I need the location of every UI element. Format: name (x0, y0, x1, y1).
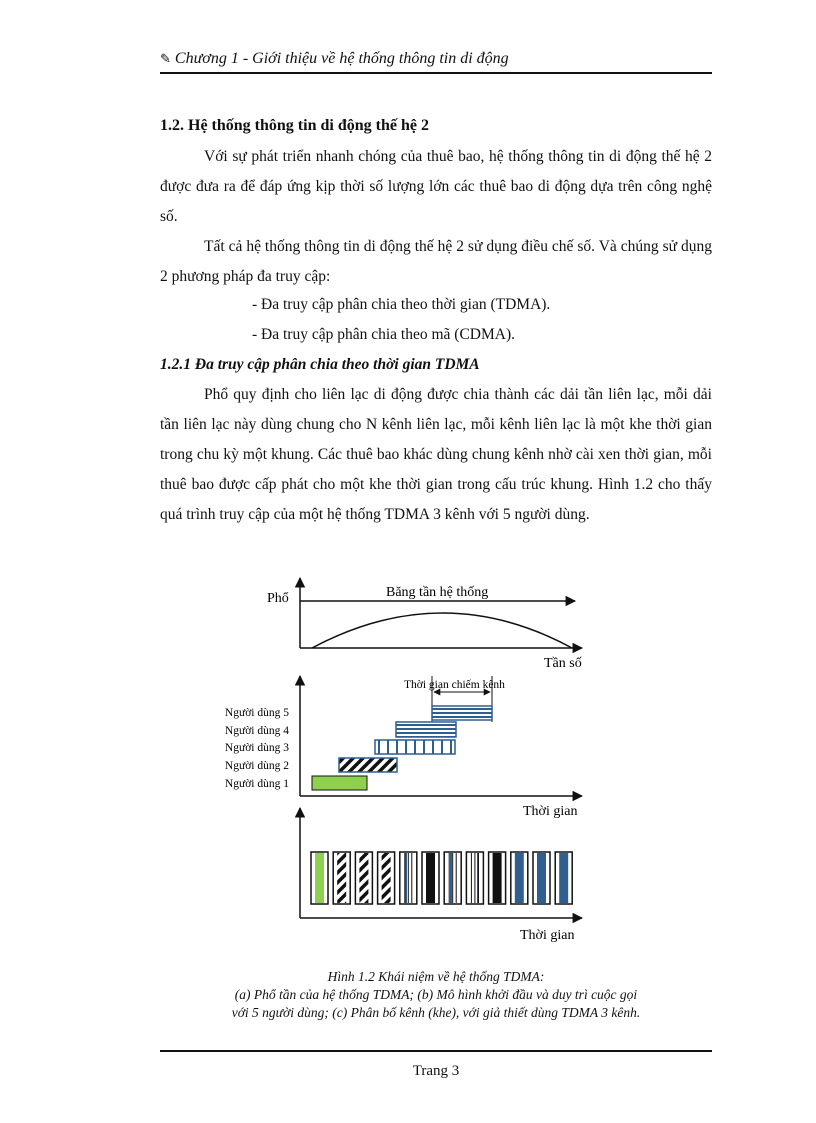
figure-a-spectrum (267, 578, 582, 671)
slot-2 (333, 852, 350, 904)
subsection-paragraph: Phổ quy định cho liên lạc di động được chia thành các dải tần liên lạc, mỗi dải tần liên lạc này dùng chung cho N kênh liên lạc, mỗi kênh liên lạc là một khe thời gian trong chu kỳ một khung. Các thuê bao khác dùng chung kênh nhờ cài xen thời gian, mỗi thuê bao được cấp phát cho một khe thời gian trong cấu trúc khung. Hình 1.2 cho thấy quá trình truy cập của một hệ thống TDMA 3 kênh với 5 người dùng. (160, 386, 712, 523)
footer-rule (160, 1050, 712, 1052)
slot-group (311, 852, 572, 904)
slot-4 (378, 852, 395, 904)
bar-user-4 (396, 722, 456, 737)
label-user-3: Người dùng 3 (224, 742, 289, 754)
section-heading: 1.2. Hệ thống thông tin di động thế hệ 2 (160, 117, 429, 134)
slot-12 (555, 852, 572, 904)
figure-c-slots (300, 808, 582, 943)
slot-3 (355, 852, 372, 904)
slot-11 (533, 852, 550, 904)
header-title: Chương 1 - Giới thiệu về hệ thống thông tin di động (174, 50, 509, 67)
label-user-5: Người dùng 5 (224, 707, 289, 719)
slot-9 (489, 852, 506, 904)
slot-8 (466, 852, 483, 904)
label-a-ylabel: Phổ (267, 591, 289, 606)
slot-7 (444, 852, 461, 904)
bar-user-2 (339, 758, 397, 772)
section-paragraph-2: Tất cả hệ thống thông tin di động thế hệ 2 sử dụng điều chế số. Và chúng sử dụng 2 phương pháp đa truy cập: (160, 238, 712, 285)
pencil-icon: ✎ (160, 51, 171, 66)
figure-caption-title: Hình 1.2 Khái niệm về hệ thống TDMA: (327, 969, 545, 984)
figure-caption-line-2: với 5 người dùng; (c) Phân bố kênh (khe), với giả thiết dùng TDMA 3 kênh. (231, 1005, 641, 1020)
figure-caption-line-1: (a) Phổ tần của hệ thống TDMA; (b) Mô hình khởi đầu và duy trì cuộc gọi (234, 987, 638, 1002)
label-c-xlabel: Thời gian (520, 928, 575, 943)
bar-user-1 (312, 776, 367, 790)
figure-b-users (225, 676, 582, 819)
bullet-tdma: - Đa truy cập phân chia theo thời gian (TDMA). (252, 296, 551, 313)
slot-5 (400, 852, 417, 904)
slot-10 (511, 852, 528, 904)
bar-user-3 (375, 740, 455, 754)
page-number: Trang 3 (412, 1063, 460, 1079)
label-occupancy: Thời gian chiếm kênh (404, 679, 505, 691)
bullet-cdma: - Đa truy cập phân chia theo mã (CDMA). (252, 326, 515, 343)
label-user-2: Người dùng 2 (224, 760, 289, 772)
label-user-1: Người dùng 1 (224, 778, 289, 790)
label-b-xlabel: Thời gian (523, 804, 578, 819)
section-paragraph-1: Với sự phát triển nhanh chóng của thuê bao, hệ thống thông tin di động thế hệ 2 được đưa ra để đáp ứng kịp thời số lượng lớn các thuê bao di động dựa trên công nghệ số. (160, 148, 712, 225)
subsection-heading: 1.2.1 Đa truy cập phân chia theo thời gian TDMA (160, 356, 480, 373)
bar-user-5 (432, 706, 492, 720)
label-user-4: Người dùng 4 (224, 725, 289, 737)
label-a-xlabel: Tần số (544, 656, 582, 671)
slot-1 (311, 852, 328, 904)
spectrum-curve (312, 613, 572, 648)
slot-6 (422, 852, 439, 904)
label-band: Băng tần hệ thống (386, 585, 489, 600)
